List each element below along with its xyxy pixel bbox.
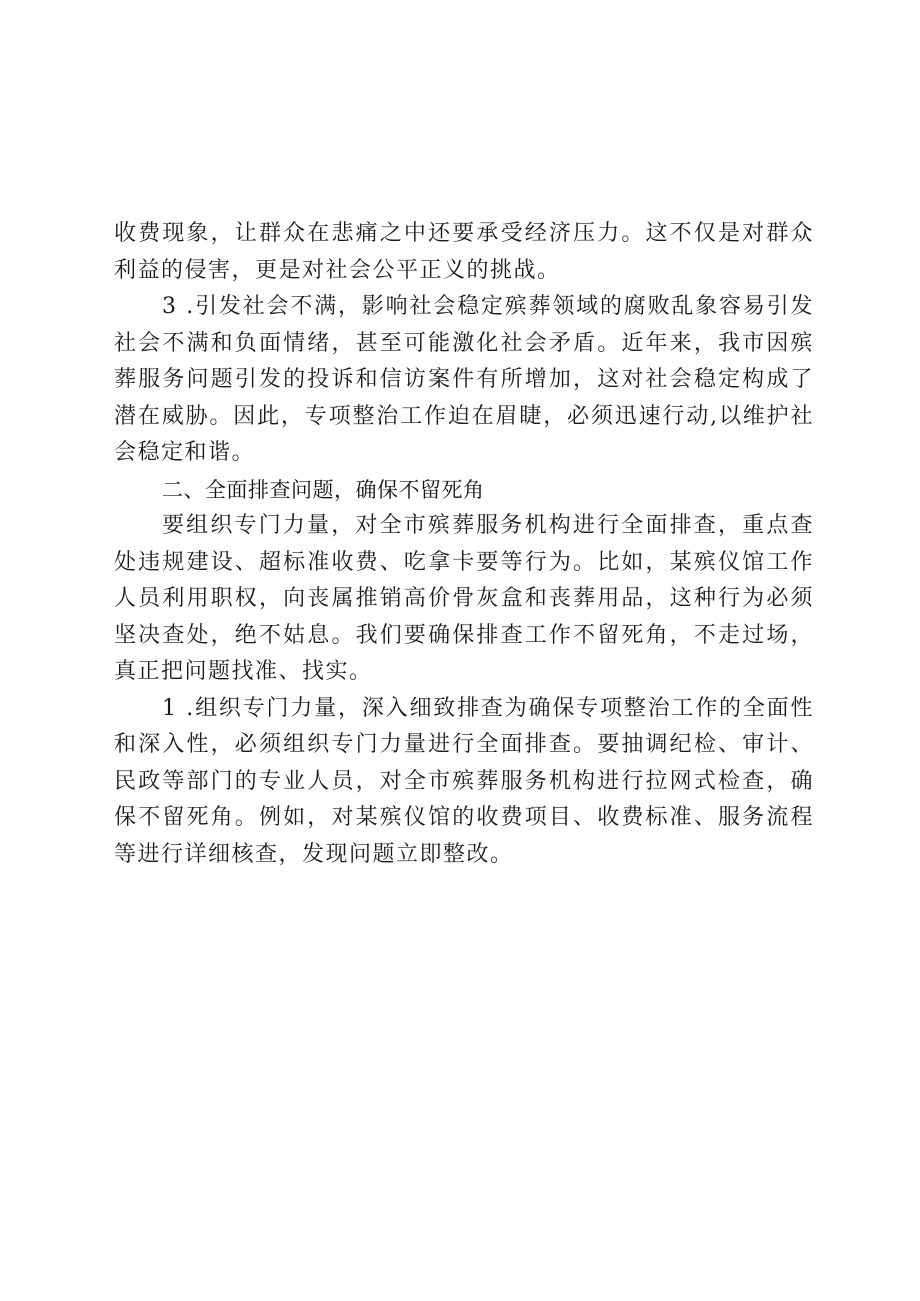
paragraph-section-intro: 要组织专门力量，对全市殡葬服务机构进行全面排查，重点查处违规建设、超标准收费、吃拿卡要等行为。比如，某殡仪馆工作人员利用职权，向丧属推销高价骨灰盒和丧葬用品，这种行为必须坚决查处，绝不姑息。我们要确保排查工作不留死角，不走过场，真正把问题找准、找实。 <box>114 513 814 684</box>
section-heading-2: 二、全面排查问题，确保不留死角 <box>162 477 485 502</box>
document-body <box>114 216 814 873</box>
paragraph-item-1: 1 .组织专门力量，深入细致排查为确保专项整治工作的全面性和深入性，必须组织专门力量进行全面排查。要抽调纪检、审计、民政等部门的专业人员，对全市殡葬服务机构进行拉网式检查，确保不留死角。例如，对某殡仪馆的收费项目、收费标准、服务流程等进行详细核查，发现问题立即整改。 <box>114 695 814 867</box>
paragraph-continuation: 收费现象，让群众在悲痛之中还要承受经济压力。这不仅是对群众利益的侵害，更是对社会公平正义的挑战。 <box>114 221 814 283</box>
paragraph-item-3: 3 .引发社会不满，影响社会稳定殡葬领域的腐败乱象容易引发社会不满和负面情绪，甚至可能激化社会矛盾。近年来，我市因殡葬服务问题引发的投诉和信访案件有所增加，这对社会稳定构成了潜在威胁。因此，专项整治工作迫在眉睫，必须迅速行动,以维护社会稳定和谐。 <box>114 294 814 465</box>
